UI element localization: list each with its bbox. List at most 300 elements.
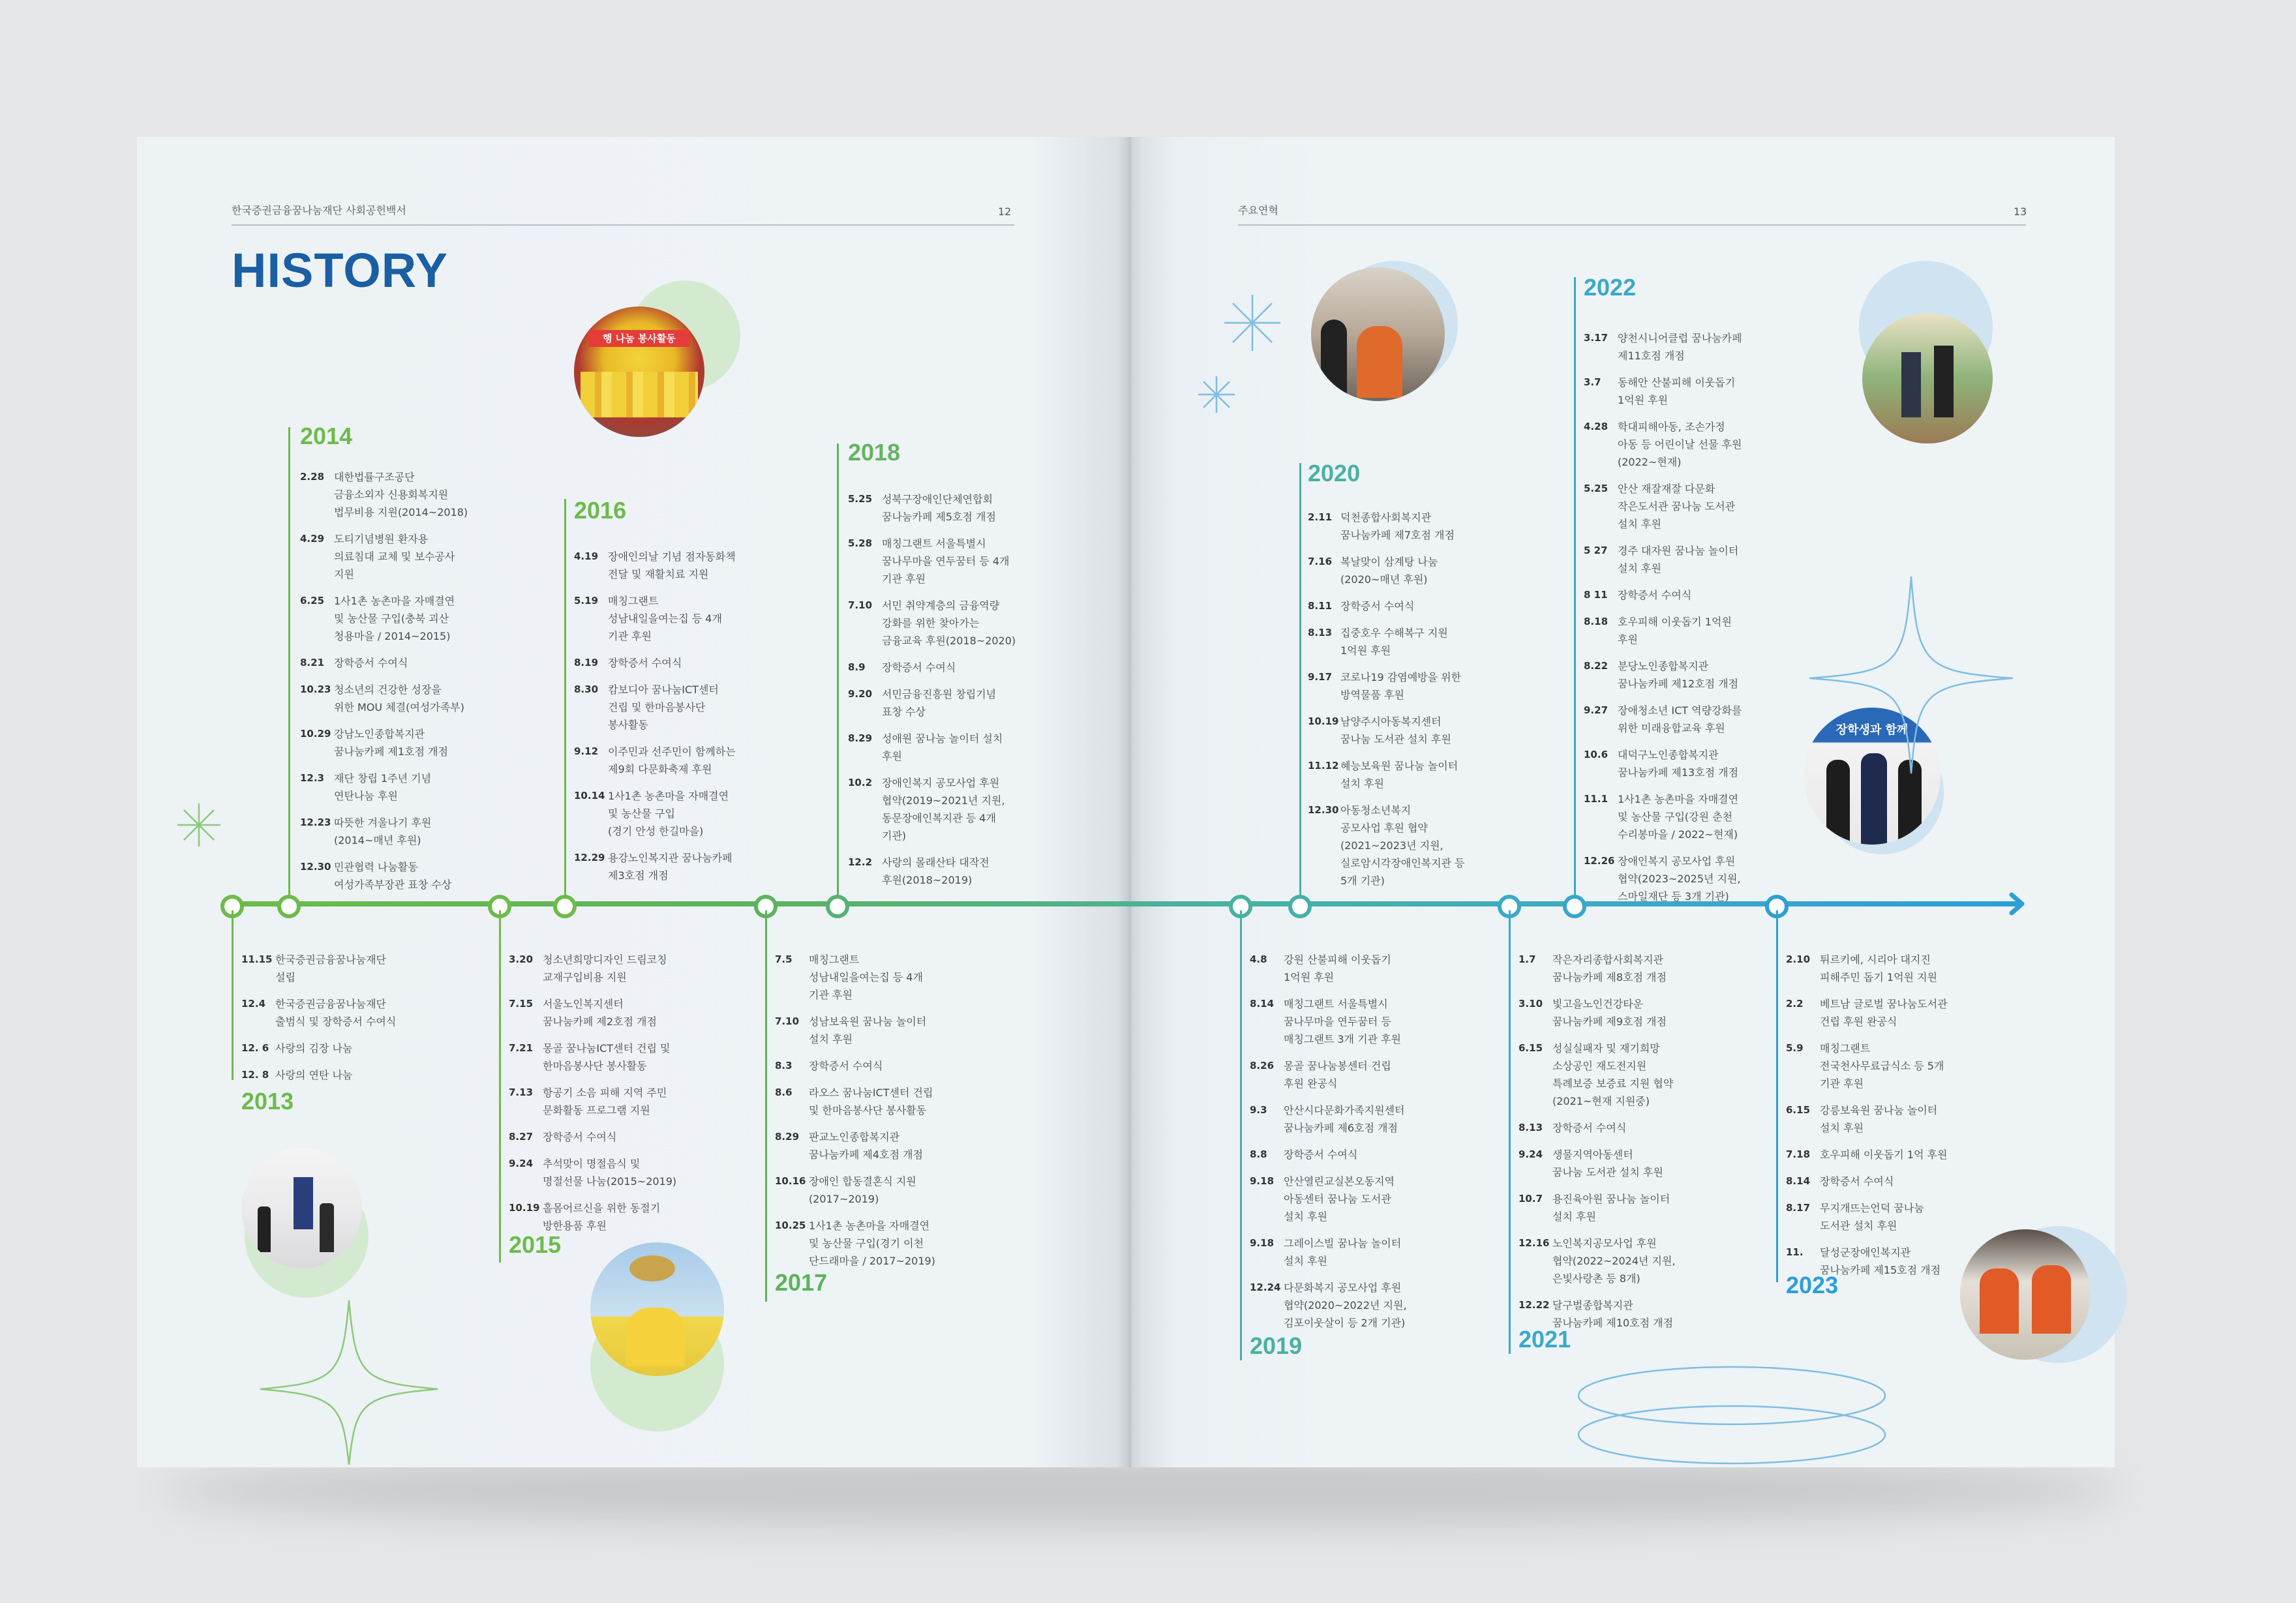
event-date: 10.14 bbox=[574, 790, 605, 802]
event-date: 7.5 bbox=[775, 953, 793, 965]
event-text: 노인복지공모사업 후원 협약(2022~2024년 지원, 은빛사랑촌 등 8개) bbox=[1552, 1237, 1676, 1285]
year-connector bbox=[232, 910, 234, 1080]
orange-apron bbox=[1980, 1268, 2019, 1334]
event-text: 홀몸어르신을 위한 동절기 방한용품 후원 bbox=[543, 1202, 661, 1232]
event-item bbox=[1250, 1235, 1445, 1270]
event-date: 9.18 bbox=[1250, 1237, 1275, 1249]
event-text: 사랑의 몰래산타 대작전 후원(2018~2019) bbox=[882, 856, 989, 886]
event-date: 8.29 bbox=[848, 732, 873, 744]
event-item bbox=[509, 1128, 704, 1146]
event-text: 청소년의 건강한 성장을 위한 MOU 체결(여성가족부) bbox=[334, 683, 464, 713]
events-2022 bbox=[1584, 329, 1779, 914]
event-text: 항공기 소음 피해 지역 주민 문화활동 프로그램 지원 bbox=[543, 1086, 667, 1116]
event-text: 튀르키예, 시리아 대지진 피해주민 돕기 1억원 지원 bbox=[1820, 953, 1937, 983]
event-date: 10.19 bbox=[509, 1202, 540, 1214]
event-date: 10.7 bbox=[1518, 1193, 1543, 1205]
events-2018 bbox=[848, 490, 1044, 898]
year-2016-label: 2016 bbox=[574, 497, 627, 524]
ceremony-photo bbox=[241, 1148, 362, 1268]
event-text: 판교노인종합복지관 꿈나눔카페 제4호점 개점 bbox=[809, 1131, 923, 1161]
event-date: 10.2 bbox=[848, 777, 873, 788]
event-text: 성남보육원 꿈나눔 놀이터 설치 후원 bbox=[809, 1015, 927, 1045]
event-date: 4.28 bbox=[1584, 421, 1609, 432]
event-text: 복날맞이 삼계탕 나눔 (2020~매년 후원) bbox=[1340, 556, 1438, 586]
event-item bbox=[1786, 995, 1982, 1030]
event-text: 매칭그랜트 서울특별시 꿈나무마을 연두꿈터 등 매칭그랜트 3개 기관 후원 bbox=[1284, 998, 1401, 1045]
year-connector bbox=[288, 427, 290, 897]
event-item bbox=[574, 787, 770, 840]
event-text: 한국증권금융꿈나눔재단 설립 bbox=[275, 953, 387, 983]
year-connector bbox=[837, 443, 839, 897]
event-text: 장학증서 수여식 bbox=[1552, 1122, 1627, 1134]
event-item bbox=[300, 770, 496, 805]
event-date: 10.6 bbox=[1584, 749, 1609, 760]
yellow-vest bbox=[626, 1308, 685, 1366]
event-text: 장학증서 수여식 bbox=[1284, 1148, 1358, 1161]
event-item bbox=[1518, 1235, 1714, 1287]
event-text: 장학증서 수여식 bbox=[1618, 589, 1692, 601]
event-text: 도티기념병원 환자용 의료침대 교체 및 보수공사 지원 bbox=[334, 533, 455, 580]
event-text: 매칭그랜트 서울특별시 꿈나무마을 연두꿈터 등 4개 기관 후원 bbox=[882, 537, 1010, 585]
event-item bbox=[574, 592, 770, 645]
event-text: 생물지역아동센터 꿈나눔 도서관 설치 후원 bbox=[1552, 1148, 1663, 1178]
event-text: 청소년희망디자인 드림코칭 교재구입비용 지원 bbox=[543, 953, 667, 983]
person bbox=[320, 1203, 334, 1252]
event-date: 7.10 bbox=[775, 1015, 800, 1027]
event-text: 아동청소년복지 공모사업 후원 협약 (2021~2023년 지원, 실로암시각장애인복지관 등 5개 기관) bbox=[1340, 804, 1465, 887]
event-item bbox=[1786, 1101, 1982, 1137]
event-item bbox=[1308, 509, 1503, 544]
event-item bbox=[848, 685, 1044, 721]
person bbox=[1934, 346, 1954, 417]
event-text: 1사1촌 농촌마을 자매결연 및 농산물 구입(경기 이천 단드래마을 / 2017~2019) bbox=[809, 1220, 935, 1267]
event-date: 2.28 bbox=[300, 471, 325, 483]
event-text: 장학증서 수여식 bbox=[809, 1060, 883, 1072]
event-item bbox=[300, 858, 496, 893]
event-date: 8 11 bbox=[1584, 589, 1608, 601]
year-connector bbox=[1776, 910, 1778, 1282]
events-2016 bbox=[574, 548, 770, 893]
event-text: 강릉보육원 꿈나눔 놀이터 설치 후원 bbox=[1820, 1104, 1938, 1134]
event-item bbox=[1786, 1244, 1982, 1279]
event-text: 장애인복지 공모사업 후원 협약(2023~2025년 지원, 스마일재단 등 3개 기관) bbox=[1618, 855, 1741, 903]
event-item bbox=[848, 730, 1044, 765]
event-date: 8.13 bbox=[1308, 627, 1333, 638]
year-2015-label: 2015 bbox=[509, 1231, 562, 1258]
events-2013 bbox=[241, 951, 437, 1093]
event-date: 12.24 bbox=[1250, 1281, 1281, 1293]
event-item bbox=[1518, 1296, 1714, 1332]
event-date: 8.11 bbox=[1308, 600, 1333, 612]
event-item bbox=[241, 951, 437, 986]
event-date: 12.23 bbox=[300, 816, 331, 828]
event-date: 8.17 bbox=[1786, 1202, 1811, 1214]
event-date: 12.2 bbox=[848, 856, 873, 868]
event-item bbox=[1584, 586, 1779, 604]
event-date: 3.20 bbox=[509, 953, 534, 965]
page-title: HISTORY bbox=[232, 243, 448, 297]
event-item bbox=[775, 1084, 971, 1119]
event-text: 혜능보육원 꿈나눔 놀이터 설치 후원 bbox=[1340, 760, 1458, 790]
event-item bbox=[300, 681, 496, 716]
year-2014-label: 2014 bbox=[300, 423, 353, 449]
event-text: 장애청소년 ICT 역량강화를 위한 미래융합교육 후원 bbox=[1618, 704, 1742, 734]
event-date: 12. 8 bbox=[241, 1069, 269, 1081]
tree-planting-photo bbox=[1862, 313, 1993, 443]
event-text: 경주 대자원 꿈나눔 놀이터 설치 후원 bbox=[1618, 545, 1739, 575]
event-item bbox=[300, 814, 496, 849]
event-text: 성북구장애인단체연합회 꿈나눔카페 제5호점 개점 bbox=[882, 493, 996, 523]
event-text: 1사1촌 농촌마을 자매결연 및 농산물 구입(충북 괴산 청용마을 / 2014~2015) bbox=[334, 595, 455, 642]
year-2022-label: 2022 bbox=[1584, 274, 1637, 301]
event-text: 사랑의 김장 나눔 bbox=[275, 1042, 353, 1055]
event-date: 7.18 bbox=[1786, 1148, 1811, 1160]
event-date: 8.19 bbox=[574, 657, 599, 668]
right-page-number: 13 bbox=[2014, 205, 2027, 218]
event-date: 12.30 bbox=[1308, 804, 1339, 816]
event-text: 집중호우 수해복구 지원 1억원 후원 bbox=[1340, 627, 1448, 657]
ceremony-banner bbox=[294, 1177, 313, 1229]
event-text: 몽골 꿈나눔봉센터 건립 후원 완공식 bbox=[1284, 1060, 1391, 1090]
event-item bbox=[300, 530, 496, 583]
event-item bbox=[300, 725, 496, 760]
event-item bbox=[1250, 1279, 1445, 1332]
event-date: 12.16 bbox=[1518, 1237, 1550, 1249]
year-connector bbox=[499, 910, 501, 1263]
event-text: 분당노인종합복지관 꿈나눔카페 제12호점 개점 bbox=[1618, 660, 1739, 690]
event-date: 12. 6 bbox=[241, 1042, 269, 1054]
event-item bbox=[1786, 1040, 1982, 1092]
event-item bbox=[509, 995, 704, 1030]
event-item bbox=[1308, 668, 1503, 704]
event-date: 11.1 bbox=[1584, 793, 1609, 805]
event-text: 안산열린교실본오동지역 아동센터 꿈나눔 도서관 설치 후원 bbox=[1284, 1175, 1395, 1223]
event-text: 작은자리종합사회복지관 꿈나눔카페 제8호점 개점 bbox=[1552, 953, 1667, 983]
event-date: 7.21 bbox=[509, 1042, 534, 1054]
event-text: 서민금융진흥원 창립기념 표창 수상 bbox=[882, 688, 997, 718]
event-date: 8.26 bbox=[1250, 1060, 1275, 1071]
person bbox=[1901, 352, 1921, 417]
event-date: 8.8 bbox=[1250, 1148, 1267, 1160]
event-text: 1사1촌 농촌마을 자매결연 및 농산물 구입 (경기 안성 한길마을) bbox=[608, 790, 729, 837]
events-2015 bbox=[509, 951, 704, 1244]
event-date: 8.14 bbox=[1786, 1175, 1811, 1187]
events-2017 bbox=[775, 951, 971, 1279]
event-text: 캄보디아 꿈나눔ICT센터 건립 및 한마음봉사단 봉사활동 bbox=[608, 683, 719, 731]
event-date: 8.21 bbox=[300, 657, 325, 668]
event-text: 덕천종합사회복지관 꿈나눔카페 제7호점 개점 bbox=[1340, 511, 1455, 541]
event-text: 강원 산불피해 이웃돕기 1억원 후원 bbox=[1284, 953, 1391, 983]
event-item bbox=[848, 774, 1044, 845]
event-item bbox=[1518, 995, 1714, 1030]
event-text: 장학증서 수여식 bbox=[543, 1131, 617, 1143]
event-date: 8.30 bbox=[574, 683, 599, 695]
event-text: 장학증서 수여식 bbox=[1340, 600, 1415, 612]
event-text: 서민 취약계층의 금융역량 강화를 위한 찾아가는 금융교육 후원(2018~2020) bbox=[882, 599, 1016, 647]
event-text: 장학증서 수여식 bbox=[1820, 1175, 1894, 1188]
event-item bbox=[1584, 657, 1779, 693]
event-date: 1.7 bbox=[1518, 953, 1536, 965]
event-item bbox=[1250, 951, 1445, 986]
events-2020 bbox=[1308, 509, 1503, 899]
event-text: 1사1촌 농촌마을 자매결연 및 농산물 구입(강원 춘천 수리봉마을 / 2022~현재) bbox=[1618, 793, 1739, 841]
year-connector bbox=[1240, 910, 1242, 1360]
event-item bbox=[775, 1128, 971, 1163]
event-date: 5.9 bbox=[1786, 1042, 1804, 1054]
event-text: 한국증권금융꿈나눔재단 출범식 및 장학증서 수여식 bbox=[275, 998, 397, 1028]
event-item bbox=[1584, 542, 1779, 577]
event-text: 매칭그랜트 전국천사무료급식소 등 5개 기관 후원 bbox=[1820, 1042, 1944, 1090]
events-2023 bbox=[1786, 951, 1982, 1288]
event-item bbox=[848, 854, 1044, 889]
year-2020-label: 2020 bbox=[1308, 460, 1361, 487]
event-item bbox=[1584, 374, 1779, 409]
event-text: 안산 재잘재잘 다문화 작은도서관 꿈나눔 도서관 설치 후원 bbox=[1618, 483, 1736, 530]
year-connector bbox=[1574, 277, 1576, 897]
event-date: 5.25 bbox=[848, 493, 873, 505]
four-point-star-icon bbox=[1807, 574, 2016, 776]
event-text: 다문화복지 공모사업 후원 협약(2020~2022년 지원, 김포이웃살이 등 2개 기관) bbox=[1284, 1281, 1407, 1329]
event-text: 매칭그랜트 성남내일을여는집 등 4개 기관 후원 bbox=[809, 953, 923, 1001]
event-date: 12.3 bbox=[300, 772, 325, 784]
event-item bbox=[1250, 1146, 1445, 1163]
event-text: 동해안 산불피해 이웃돕기 1억원 후원 bbox=[1618, 376, 1736, 406]
event-text: 성애원 꿈나눔 놀이터 설치 후원 bbox=[882, 732, 1003, 762]
event-date: 9.17 bbox=[1308, 671, 1333, 683]
event-text: 빛고을노인건강타운 꿈나눔카페 제9호점 개점 bbox=[1552, 998, 1667, 1028]
event-date: 6.15 bbox=[1518, 1042, 1543, 1054]
event-item bbox=[1250, 995, 1445, 1048]
event-item bbox=[775, 1013, 971, 1048]
event-item bbox=[1584, 702, 1779, 737]
event-date: 8.18 bbox=[1584, 616, 1609, 627]
event-date: 2.11 bbox=[1308, 511, 1333, 523]
event-item bbox=[1308, 713, 1503, 748]
event-item bbox=[1786, 951, 1982, 986]
year-2023-label: 2023 bbox=[1786, 1272, 1839, 1298]
event-item bbox=[1584, 613, 1779, 648]
book-spine bbox=[1117, 137, 1143, 1467]
event-date: 10.19 bbox=[1308, 715, 1339, 727]
scholarship-banner-text: 장학생과 함께 bbox=[1835, 723, 1909, 737]
event-date: 2.2 bbox=[1786, 998, 1804, 1010]
event-item bbox=[1584, 746, 1779, 781]
event-date: 3.10 bbox=[1518, 998, 1543, 1010]
event-date: 6.15 bbox=[1786, 1104, 1811, 1116]
year-2021-label: 2021 bbox=[1518, 1326, 1571, 1353]
event-item bbox=[1518, 951, 1714, 986]
event-date: 7.15 bbox=[509, 998, 534, 1010]
event-date: 5 27 bbox=[1584, 545, 1608, 556]
event-date: 9.20 bbox=[848, 688, 873, 700]
event-text: 추석맞이 명절음식 및 명절선물 나눔(2015~2019) bbox=[543, 1158, 677, 1188]
event-date: 4.29 bbox=[300, 533, 325, 545]
four-point-star-icon bbox=[258, 1298, 440, 1467]
event-date: 10.25 bbox=[775, 1220, 806, 1231]
left-running-title: 한국증권금융꿈나눔재단 사회공헌백서 bbox=[232, 204, 406, 217]
event-date: 12.29 bbox=[574, 852, 605, 863]
event-date: 7.16 bbox=[1308, 556, 1333, 567]
event-text: 달성군장애인복지관 꿈나눔카페 제15호점 개점 bbox=[1820, 1246, 1941, 1276]
event-text: 안산시다문화가족지원센터 꿈나눔카페 제6호점 개점 bbox=[1284, 1104, 1405, 1134]
event-date: 11.15 bbox=[241, 953, 273, 965]
event-item bbox=[775, 951, 971, 1004]
photo-banner-text: 행 나눔 봉사활동 bbox=[588, 330, 690, 347]
event-text: 대덕구노인종합복지관 꿈나눔카페 제13호점 개점 bbox=[1618, 749, 1739, 779]
event-text: 매칭그랜트 성남내일을여는집 등 4개 기관 후원 bbox=[608, 595, 722, 642]
event-date: 9.24 bbox=[1518, 1148, 1543, 1160]
event-date: 10.23 bbox=[300, 683, 331, 695]
event-item bbox=[300, 592, 496, 645]
events-2014 bbox=[300, 468, 496, 903]
year-2013-label: 2013 bbox=[241, 1088, 294, 1115]
event-item bbox=[1584, 418, 1779, 471]
event-text: 몽골 꿈나눔ICT센터 건립 및 한마음봉사단 봉사활동 bbox=[543, 1042, 671, 1072]
straw-hat bbox=[629, 1255, 675, 1281]
event-date: 10.16 bbox=[775, 1175, 806, 1187]
event-text: 장애인 합동결혼식 지원 (2017~2019) bbox=[809, 1175, 916, 1205]
person bbox=[1321, 320, 1347, 398]
events-2019 bbox=[1250, 951, 1445, 1341]
event-text: 학대피해아동, 조손가정 아동 등 어린이날 선물 후원 (2022~현재) bbox=[1618, 421, 1742, 468]
event-item bbox=[241, 1040, 437, 1057]
event-text: 베트남 글로벌 꿈나눔도서관 건립 후원 완공식 bbox=[1820, 998, 1948, 1028]
event-date: 8.14 bbox=[1250, 998, 1275, 1010]
event-item bbox=[574, 743, 770, 778]
event-date: 7.10 bbox=[848, 599, 873, 611]
event-text: 사랑의 연탄 나눔 bbox=[275, 1069, 353, 1081]
year-2019-label: 2019 bbox=[1250, 1332, 1303, 1359]
event-date: 4.19 bbox=[574, 550, 599, 562]
right-header-rule bbox=[1238, 224, 2026, 226]
event-date: 9.18 bbox=[1250, 1175, 1275, 1187]
event-date: 4.8 bbox=[1250, 953, 1267, 965]
event-text: 호우피해 이웃돕기 1억원 후원 bbox=[1618, 616, 1732, 646]
left-page-number: 12 bbox=[998, 205, 1012, 218]
year-2018-label: 2018 bbox=[848, 439, 901, 466]
right-running-title: 주요연혁 bbox=[1238, 204, 1278, 217]
event-item bbox=[1250, 1173, 1445, 1225]
sparkle-icon bbox=[176, 802, 222, 848]
arrow-right-icon bbox=[1995, 892, 2026, 916]
event-date: 5.19 bbox=[574, 595, 599, 607]
event-date: 10.29 bbox=[300, 728, 331, 740]
event-date: 7.13 bbox=[509, 1086, 534, 1098]
person bbox=[258, 1206, 271, 1252]
ellipse-decoration bbox=[1572, 1363, 1892, 1480]
event-item bbox=[574, 681, 770, 734]
sparkle-icon bbox=[1223, 293, 1282, 352]
event-item bbox=[848, 659, 1044, 676]
event-item bbox=[1250, 1101, 1445, 1137]
event-date: 8.13 bbox=[1518, 1122, 1543, 1133]
event-text: 무지개뜨는언덕 꿈나눔 도서관 설치 후원 bbox=[1820, 1202, 1924, 1232]
event-date: 5.25 bbox=[1584, 483, 1609, 494]
year-connector bbox=[564, 499, 566, 897]
event-item bbox=[1786, 1173, 1982, 1190]
event-text: 장애인복지 공모사업 후원 협약(2019~2021년 지원, 동문장애인복지관 등 4개 기관) bbox=[882, 777, 1005, 842]
event-item bbox=[1584, 329, 1779, 365]
year-connector bbox=[1299, 463, 1301, 897]
event-date: 8.22 bbox=[1584, 660, 1609, 672]
event-text: 장학증서 수여식 bbox=[608, 657, 682, 669]
event-date: 12.22 bbox=[1518, 1299, 1550, 1311]
event-date: 6.25 bbox=[300, 595, 325, 607]
event-item bbox=[1584, 790, 1779, 843]
event-date: 8.6 bbox=[775, 1086, 793, 1098]
event-date: 12.26 bbox=[1584, 855, 1615, 867]
event-date: 3.7 bbox=[1584, 376, 1601, 388]
volunteer-crowd bbox=[581, 372, 698, 417]
year-2017-label: 2017 bbox=[775, 1269, 828, 1296]
event-item bbox=[1786, 1146, 1982, 1163]
event-item bbox=[775, 1173, 971, 1208]
orange-jacket bbox=[1357, 326, 1402, 398]
volunteer-photo bbox=[574, 307, 704, 437]
event-text: 장학증서 수여식 bbox=[334, 657, 408, 669]
event-item bbox=[300, 654, 496, 672]
event-date: 11.12 bbox=[1308, 760, 1339, 772]
event-text: 라오스 꿈나눔ICT센터 건립 및 한마음봉사단 봉사활동 bbox=[809, 1086, 933, 1116]
event-date: 8.29 bbox=[775, 1131, 800, 1143]
event-item bbox=[1518, 1119, 1714, 1137]
event-date: 2.10 bbox=[1786, 953, 1811, 965]
event-date: 8.3 bbox=[775, 1060, 793, 1071]
event-item bbox=[574, 548, 770, 583]
event-item bbox=[1250, 1057, 1445, 1092]
event-item bbox=[1308, 757, 1503, 792]
event-date: 8.9 bbox=[848, 661, 866, 673]
event-text: 용진육아원 꿈나눔 놀이터 설치 후원 bbox=[1552, 1193, 1670, 1223]
event-text: 남양주시아동복지센터 꿈나눔 도서관 설치 후원 bbox=[1340, 715, 1451, 745]
event-item bbox=[1308, 553, 1503, 588]
child-photo bbox=[590, 1242, 724, 1376]
event-date: 9.12 bbox=[574, 745, 599, 757]
event-text: 강남노인종합복지관 꿈나눔카페 제1호점 개점 bbox=[334, 728, 448, 758]
orange-apron bbox=[2032, 1265, 2071, 1334]
volunteer-winter-photo bbox=[1311, 267, 1445, 401]
event-item bbox=[1584, 480, 1779, 533]
events-2021 bbox=[1518, 951, 1714, 1341]
event-item bbox=[775, 1057, 971, 1075]
event-date: 9.27 bbox=[1584, 704, 1609, 716]
year-connector bbox=[765, 910, 767, 1302]
timeline-node-2016 bbox=[553, 895, 577, 918]
event-item bbox=[1786, 1199, 1982, 1235]
event-item bbox=[1518, 1146, 1714, 1181]
event-text: 대한법률구조공단 금융소외자 신용회복지원 법무비용 지원(2014~2018) bbox=[334, 471, 468, 518]
event-item bbox=[300, 468, 496, 521]
event-item bbox=[509, 1155, 704, 1190]
event-text: 용강노인복지관 꿈나눔카페 제3호점 개점 bbox=[608, 852, 733, 882]
event-text: 호우피해 이웃돕기 1억 후원 bbox=[1820, 1148, 1948, 1161]
timeline-node-2018 bbox=[826, 895, 849, 918]
event-text: 달구벌종합복지관 꿈나눔카페 제10호점 개점 bbox=[1552, 1299, 1674, 1329]
left-header-rule bbox=[232, 224, 1014, 226]
event-item bbox=[775, 1217, 971, 1270]
event-item bbox=[1308, 802, 1503, 890]
event-item bbox=[1308, 624, 1503, 659]
event-date: 9.24 bbox=[509, 1158, 534, 1169]
event-item bbox=[509, 1084, 704, 1119]
event-item bbox=[241, 1066, 437, 1084]
event-text: 재단 창립 1주년 기념 연탄나눔 후원 bbox=[334, 772, 432, 802]
event-item bbox=[574, 849, 770, 884]
event-item bbox=[1518, 1190, 1714, 1225]
event-item bbox=[509, 1199, 704, 1235]
event-date: 8.27 bbox=[509, 1131, 534, 1143]
timeline-node-2022 bbox=[1563, 895, 1586, 918]
